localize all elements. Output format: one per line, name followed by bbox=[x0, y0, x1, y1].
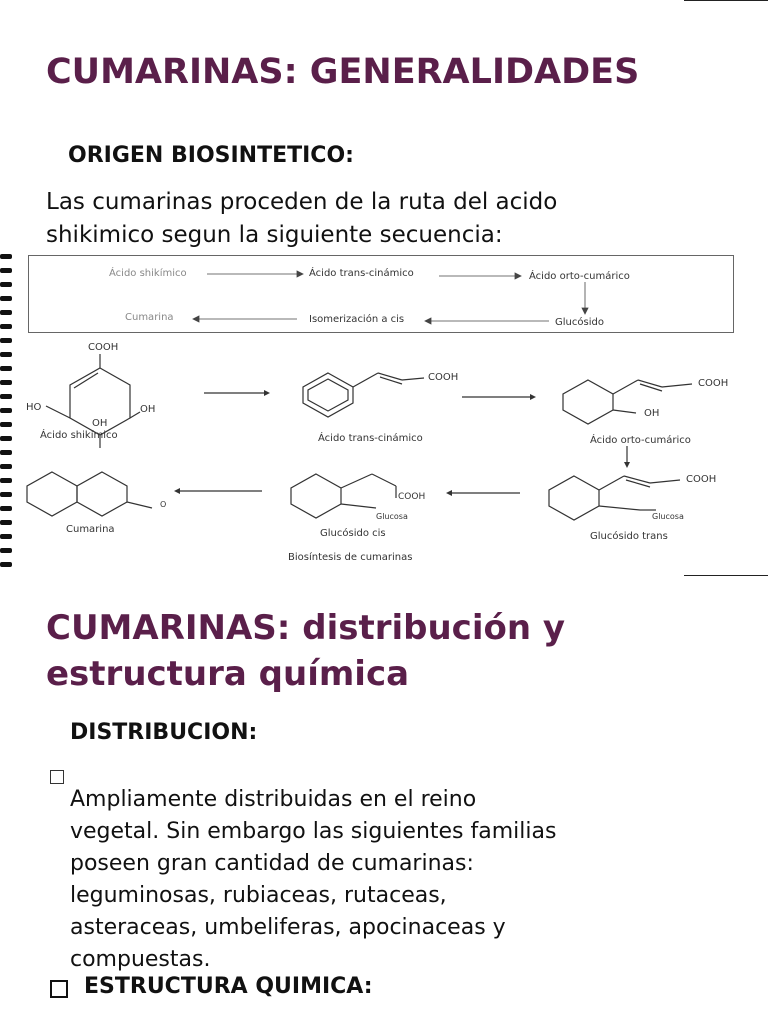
label-shikimic: Ácido shikímico bbox=[40, 430, 118, 441]
label-oh-2: OH bbox=[92, 418, 108, 429]
section-heading-distribucion: DISTRIBUCION: bbox=[70, 720, 258, 745]
scheme-caption: Biosíntesis de cumarinas bbox=[288, 552, 413, 563]
flow-step-coumarin: Cumarina bbox=[125, 312, 174, 323]
label-oh-3: OH bbox=[644, 408, 660, 419]
slide-title-line-2: estructura química bbox=[46, 654, 410, 694]
flow-arrows bbox=[29, 256, 735, 334]
bullet1-line-3: poseen gran cantidad de cumarinas: bbox=[70, 851, 474, 876]
slide-title-line-1: CUMARINAS: distribución y bbox=[46, 608, 566, 648]
bullet-box-icon bbox=[50, 770, 64, 784]
flow-step-glucoside: Glucósido bbox=[555, 317, 604, 328]
slide-title: CUMARINAS: GENERALIDADES bbox=[46, 52, 640, 92]
label-trans: Glucósido trans bbox=[590, 531, 668, 542]
bullet1-line-5: asteraceas, umbeliferas, apocinaceas y bbox=[70, 915, 506, 940]
flow-step-cinnamic: Ácido trans-cinámico bbox=[309, 268, 414, 279]
paragraph-line-1: Las cumarinas proceden de la ruta del acido bbox=[46, 189, 558, 215]
label-cooh-5: COOH bbox=[398, 492, 426, 502]
label-cinnamic: Ácido trans-cinámico bbox=[318, 433, 423, 444]
label-o: O bbox=[160, 500, 167, 509]
label-glucosa-2: Glucosa bbox=[376, 512, 408, 521]
biosynthesis-flow-box bbox=[28, 255, 734, 333]
bullet1-line-4: leguminosas, rubiaceas, rutaceas, bbox=[70, 883, 447, 908]
label-coumaric: Ácido orto-cumárico bbox=[590, 435, 691, 446]
flow-step-isomerization: Isomerización a cis bbox=[309, 314, 405, 325]
corner-line bbox=[684, 0, 768, 1]
bullet1-line-6: compuestas. bbox=[70, 947, 211, 972]
flow-step-shikimic: Ácido shikímico bbox=[109, 268, 187, 279]
label-coumarin: Cumarina bbox=[66, 524, 115, 535]
bullet-box-icon-bold bbox=[50, 980, 68, 998]
label-cis: Glucósido cis bbox=[320, 528, 386, 539]
section-heading-estructura: ESTRUCTURA QUIMICA: bbox=[84, 974, 373, 999]
section-heading: ORIGEN BIOSINTETICO: bbox=[68, 143, 354, 168]
label-cooh-3: COOH bbox=[698, 378, 729, 389]
label-ho: HO bbox=[26, 402, 42, 413]
label-oh-1: OH bbox=[140, 404, 156, 415]
label-cooh-2: COOH bbox=[428, 372, 459, 383]
slide-distribucion bbox=[0, 576, 768, 1024]
paragraph-line-2: shikimico segun la siguiente secuencia: bbox=[46, 222, 503, 248]
label-glucosa-1: Glucosa bbox=[652, 512, 684, 521]
bullet1-line-2: vegetal. Sin embargo las siguientes familias bbox=[70, 819, 557, 844]
bullet1-line-1: Ampliamente distribuidas en el reino bbox=[70, 787, 477, 812]
biosynthesis-scheme bbox=[0, 340, 768, 576]
label-cooh-1: COOH bbox=[88, 342, 119, 353]
label-cooh-4: COOH bbox=[686, 474, 717, 485]
flow-step-coumaric: Ácido orto-cumárico bbox=[529, 271, 630, 282]
